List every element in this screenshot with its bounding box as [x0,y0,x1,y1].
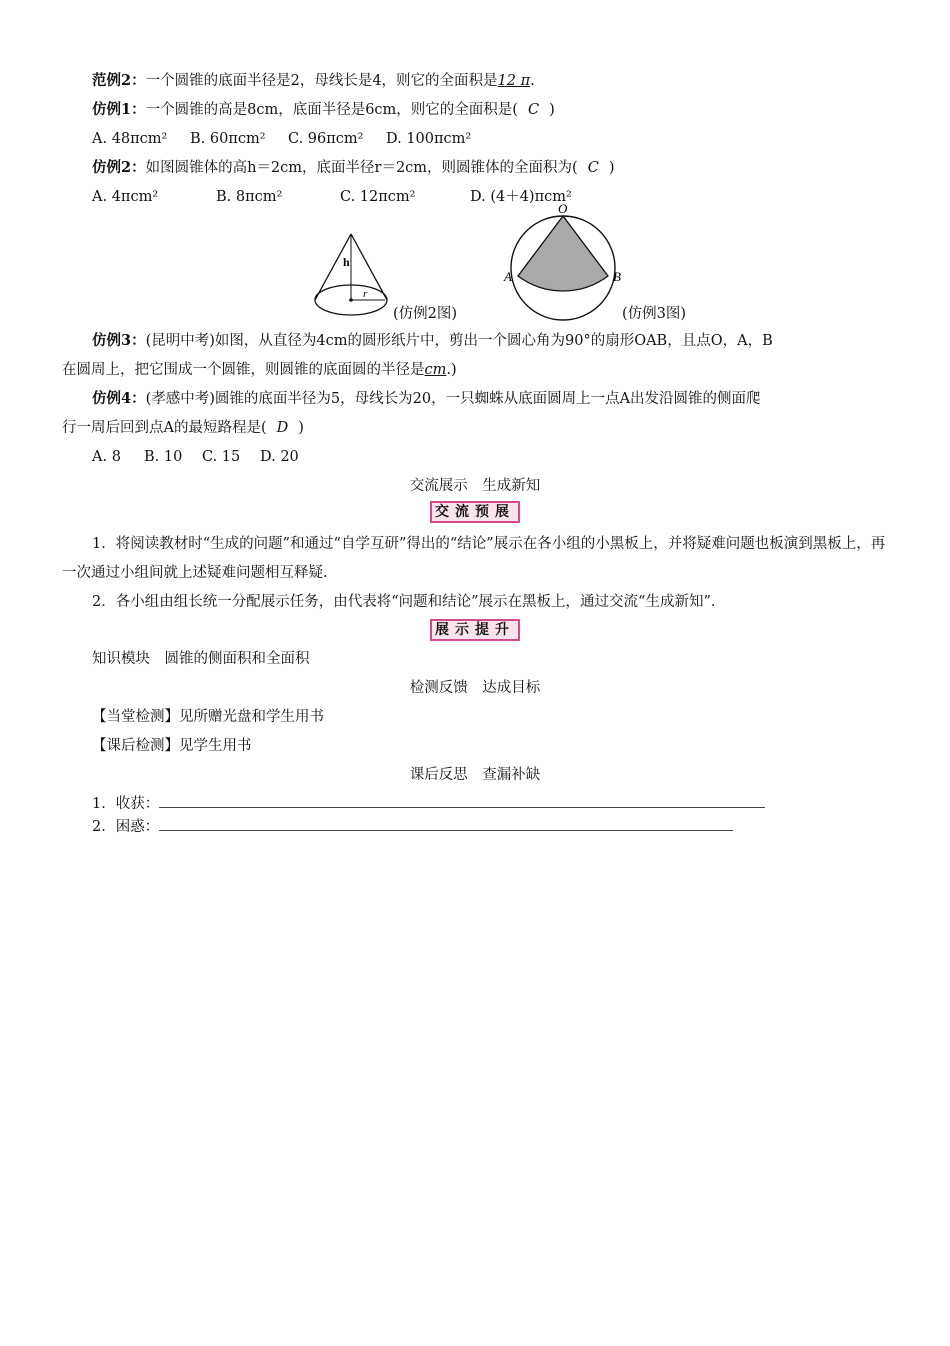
mimic2-option-a: A. 4πcm² [92,189,159,205]
badge-exchange: 交流预展 [430,501,520,523]
mimic2-option-d: D. (4＋4)πcm² [470,189,572,205]
mimic1-option-c: C. 96πcm² [288,131,364,147]
mimic4-option-a: A. 8 [92,449,121,465]
cone-figure [305,228,395,320]
mimic1-text: 一个圆锥的高是8cm，底面半径是6cm，则它的全面积是( [145,102,518,118]
after-check: 【课后检测】见学生用书 [92,738,252,754]
mimic4-label: 仿例4： [92,390,146,407]
paragraph-2: 2．各小组由组长统一分配展示任务，由代表将“问题和结论”展示在黑板上，通过交流“生成新知”. [92,594,716,610]
gain-label: 1．收获： [92,796,160,812]
mimic2-end: ) [608,160,615,176]
example2-answer: 12 π [497,73,531,89]
mimic4-option-d: D. 20 [260,449,299,465]
mimic3-text2: 在圆周上，把它围成一个圆锥，则圆锥的底面圆的半径是 [62,362,425,378]
mimic2-option-b: B. 8πcm² [216,189,283,205]
mimic2-options [92,186,572,208]
mimic4-end: ) [298,420,304,436]
fig3-caption: (仿例3图) [622,306,687,322]
section-feedback-title: 检测反馈 达成目标 [409,680,541,696]
section-reflect-title: 课后反思 查漏补缺 [409,767,541,783]
badge-exchange-row [0,501,950,523]
mimic1-option-a: A. 48πcm² [92,131,168,147]
knowledge-module: 知识模块 圆锥的侧面积和全面积 [92,651,310,667]
gain-row [92,793,765,815]
section-exchange-title: 交流展示 生成新知 [409,478,541,494]
mimic4-line1 [92,388,761,410]
example2-line [92,70,535,92]
mimic4-line2 [62,417,304,439]
mimic4-text1: (孝感中考)圆锥的底面半径为5，母线长为20，一只蜘蛛从底面圆周上一点A出发沿圆锥的侧面爬 [145,391,761,407]
mimic4-options [92,446,299,468]
mimic4-text2: 行一周后回到点A的最短路程是( [62,420,267,436]
mimic3-line1 [92,330,773,352]
mimic4-answer: D [276,420,289,436]
mimic1-line [92,99,555,121]
class-check: 【当堂检测】见所赠光盘和学生用书 [92,709,324,725]
mimic4-option-c: C. 15 [202,449,241,465]
point-o-label: O [558,204,568,216]
mimic1-option-d: D. 100πcm² [386,131,472,147]
mimic1-answer: C [527,102,540,118]
mimic1-end: ) [549,102,555,118]
badge-display: 展示提升 [430,619,520,641]
mimic2-option-c: C. 12πcm² [340,189,416,205]
mimic3-end: .) [446,362,457,378]
mimic3-text1: (昆明中考)如图，从直径为4cm的圆形纸片中，剪出一个圆心角为90°的扇形OAB，且点O，A，B [145,333,773,349]
cone-h-label: h [343,255,350,269]
mimic2-label: 仿例2： [92,159,146,176]
fig2-caption: (仿例2图) [393,306,458,322]
puzzle-fill-line [159,816,733,831]
example2-text: 一个圆锥的底面半径是2，母线长是4，则它的全面积是 [145,73,498,89]
cone-right-edge [351,234,387,300]
cone-r-label: r [363,288,368,300]
puzzle-row [92,816,733,838]
mimic3-blank: cm [424,362,447,378]
mimic1-label: 仿例1： [92,101,146,118]
mimic1-options [92,128,471,150]
mimic2-text: 如图圆锥体的高h＝2cm，底面半径r＝2cm，则圆锥体的全面积为( [145,160,578,176]
point-a-label: A [504,269,512,284]
cone-center-point [349,298,353,302]
puzzle-label: 2．困惑： [92,819,160,835]
mimic4-option-b: B. 10 [144,449,183,465]
mimic2-line [92,157,615,179]
mimic2-answer: C [587,160,599,176]
mimic3-label: 仿例3： [92,332,146,349]
example2-label: 范例2： [92,72,146,89]
mimic1-option-b: B. 60πcm² [190,131,266,147]
point-b-label: B [613,269,621,284]
mimic3-line2 [62,359,457,381]
sector-figure [502,204,632,330]
paragraph-1: 1．将阅读教材时“生成的问题”和通过“自学互研”得出的“结论”展示在各小组的小黑板上，并将疑难问题也板演到黑板上，再一次通过小组间就上述疑难问题相互释疑. [62,536,886,581]
example2-end: . [530,73,535,89]
badge-display-row [0,619,950,641]
gain-fill-line [159,793,765,808]
